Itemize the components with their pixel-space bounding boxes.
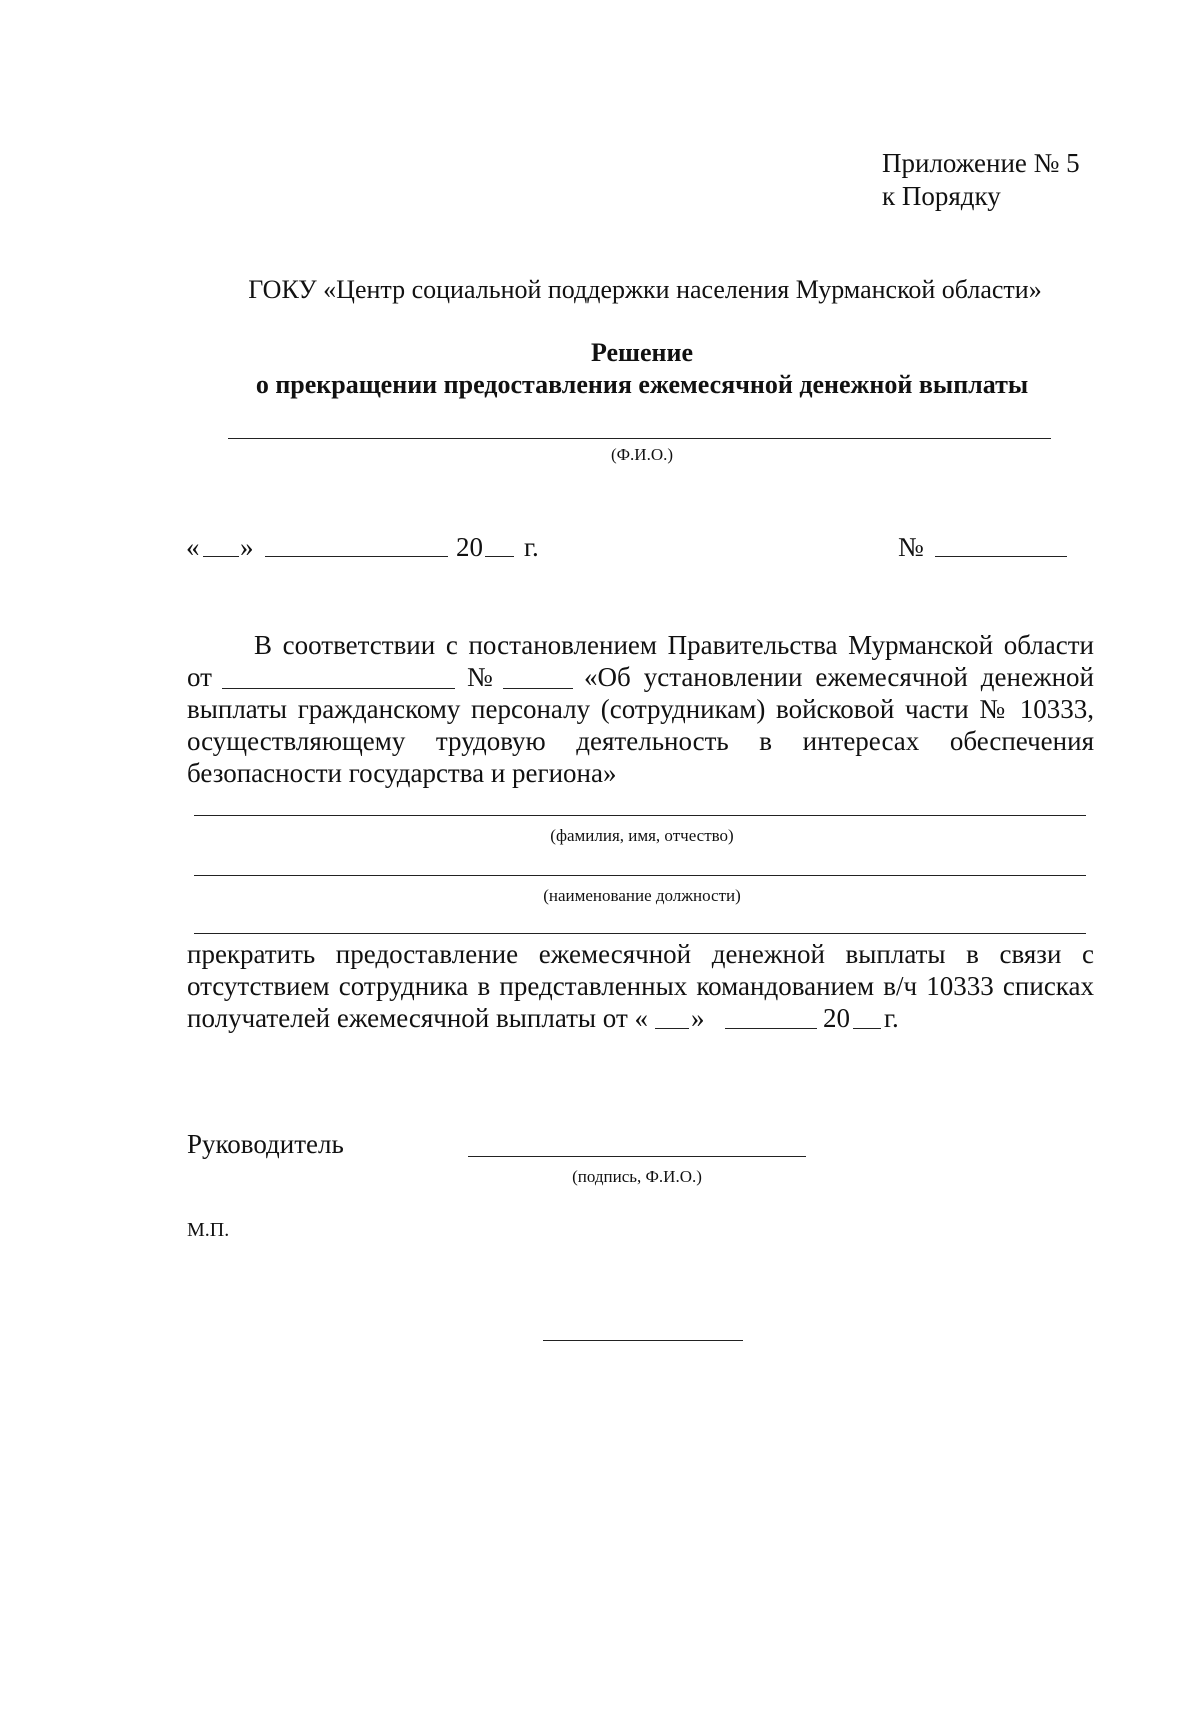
full-name-caption: (фамилия, имя, отчество)	[550, 826, 734, 845]
date-year-suffix: г.	[524, 532, 539, 562]
date-year-prefix: 20	[456, 532, 483, 562]
decision-line-3-start: получателей ежемесячной выплаты от «	[187, 1003, 648, 1033]
appendix-number: Приложение № 5	[882, 148, 1080, 178]
body-line-2-from: от	[187, 662, 212, 692]
date-open-quote: «	[186, 532, 200, 562]
decision-year-blank	[853, 1028, 881, 1029]
fio-caption: (Ф.И.О.)	[610, 445, 674, 464]
body-line-5: безопасности государства и региона»	[187, 758, 617, 788]
date-year-blank	[485, 556, 514, 557]
closing-divider	[543, 1340, 743, 1341]
decision-month-blank	[725, 1028, 817, 1029]
signature-line	[468, 1156, 806, 1157]
document-subtitle: о прекращении предоставления ежемесячной денежной выплаты	[255, 370, 1029, 399]
decision-line-1: прекратить предоставление ежемесячной денежной выплаты в связи с	[187, 939, 1094, 969]
signature-caption: (подпись, Ф.И.О.)	[572, 1167, 702, 1186]
body-line-2-number-sign: №	[467, 662, 493, 692]
signatory-role: Руководитель	[187, 1129, 344, 1159]
resolution-number-blank	[503, 688, 573, 689]
document-title: Решение	[590, 338, 694, 367]
date-close-quote: »	[240, 532, 254, 562]
body-line-4: осуществляющему трудовую деятельность в интересах обеспечения	[187, 726, 1094, 756]
organization-name: ГОКУ «Центр социальной поддержки населения Мурманской области»	[248, 275, 1042, 304]
decision-line-2: отсутствием сотрудника в представленных командованием в/ч 10333 списках	[187, 971, 1094, 1001]
resolution-date-blank	[222, 688, 455, 689]
stamp-place: М.П.	[187, 1219, 230, 1241]
position-line	[194, 875, 1086, 876]
full-name-line	[194, 815, 1086, 816]
extra-line	[194, 933, 1086, 934]
number-blank	[935, 556, 1067, 557]
number-sign: №	[898, 532, 924, 562]
date-month-blank	[265, 556, 448, 557]
decision-year-suffix: г.	[884, 1003, 899, 1033]
date-day-blank	[203, 556, 239, 557]
body-line-1: В соответствии с постановлением Правительства Мурманской области	[254, 630, 1094, 660]
position-caption: (наименование должности)	[543, 886, 741, 905]
body-line-2-rest: «Об установлении ежемесячной денежной	[584, 662, 1094, 692]
decision-year-prefix: 20	[823, 1003, 850, 1033]
appendix-reference: к Порядку	[882, 181, 1001, 211]
fio-line	[228, 438, 1051, 439]
decision-day-blank	[655, 1028, 689, 1029]
decision-close-quote: »	[691, 1003, 705, 1033]
body-line-3: выплаты гражданскому персоналу (сотрудникам) войсковой части № 10333,	[187, 694, 1094, 724]
